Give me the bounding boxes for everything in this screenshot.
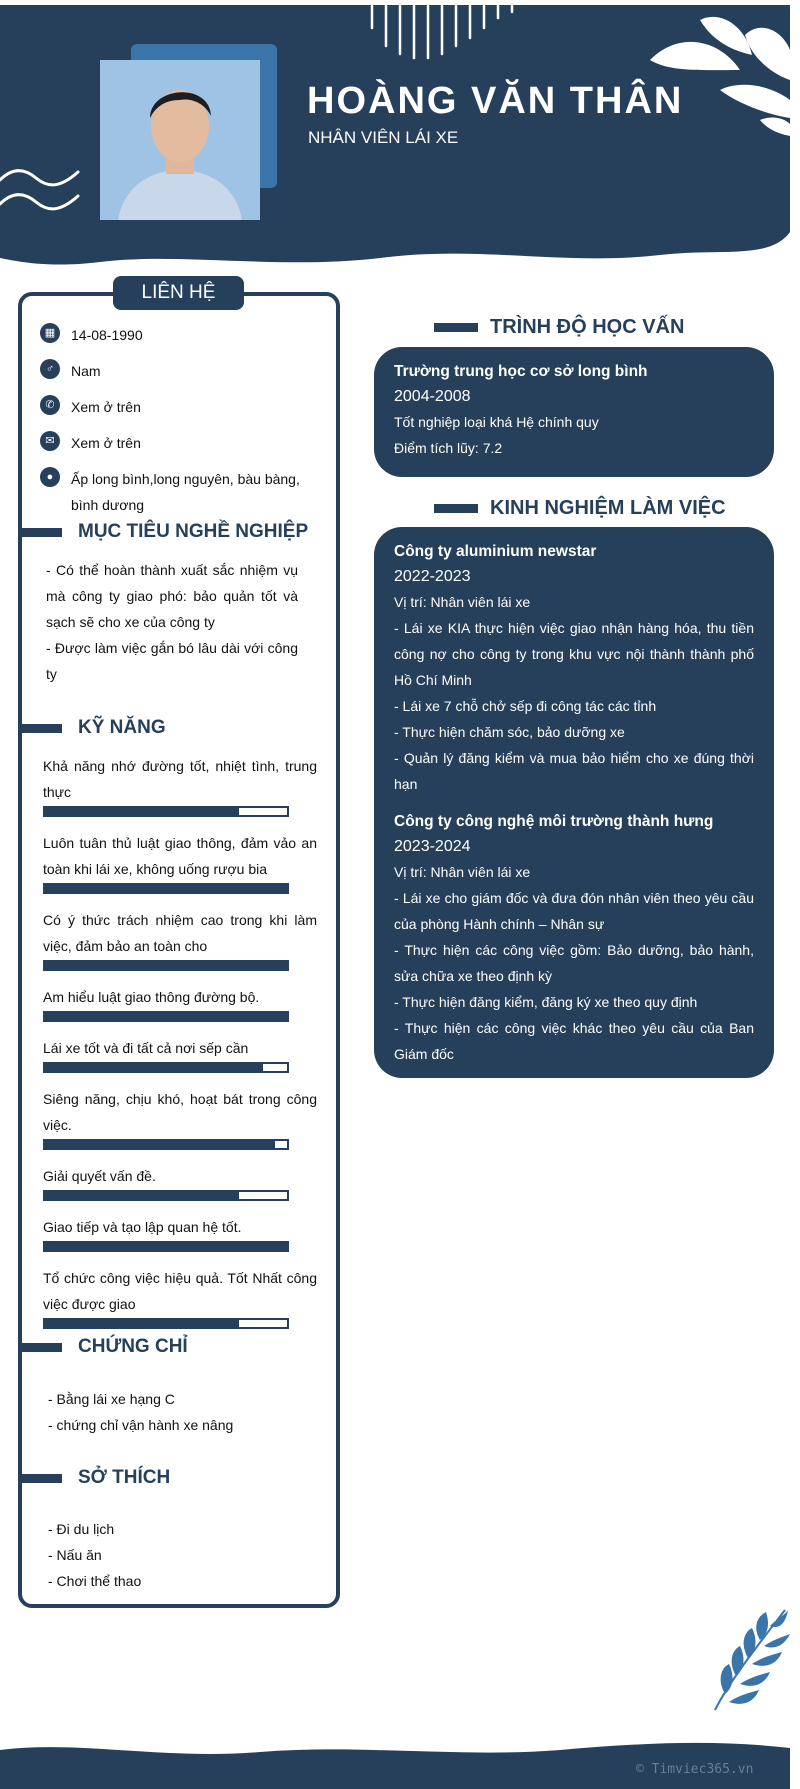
gender-text: Nam (71, 363, 101, 379)
heading-bar (18, 1474, 62, 1483)
education-heading (434, 316, 684, 339)
skill-level-fill (45, 1141, 275, 1148)
email-icon: ✉ (40, 431, 60, 451)
skill-item (43, 1086, 317, 1150)
profile-photo (100, 60, 260, 220)
contact-birthday (40, 322, 310, 348)
skill-level-fill (45, 1320, 239, 1327)
skill-level-bar (43, 883, 289, 894)
school-name: Trường trung học cơ sở long bình (394, 363, 648, 380)
education-period: 2004-2008 (394, 388, 471, 405)
contact-heading: LIÊN HỆ (113, 276, 244, 310)
certificates-heading (18, 1336, 188, 1358)
hobbies-heading (18, 1467, 170, 1489)
heading-bar (18, 1343, 62, 1352)
heading-bar (18, 724, 62, 733)
education-title: TRÌNH ĐỘ HỌC VẤN (490, 316, 685, 338)
leaf-branch-icon (715, 1610, 790, 1710)
skills-title: KỸ NĂNG (78, 717, 166, 738)
certificate-item: - chứng chỉ vận hành xe nâng (48, 1417, 234, 1433)
heading-bar (18, 528, 62, 537)
objective-line: - Được làm việc gắn bó lâu dài với công ty (46, 640, 298, 682)
skill-level-fill (45, 808, 239, 815)
job-period: 2022-2023 (394, 568, 471, 585)
certificates-list (48, 1386, 308, 1438)
candidate-name: HOÀNG VĂN THÂN (307, 80, 684, 122)
skill-label: Khả năng nhớ đường tốt, nhiệt tình, trung thực (43, 758, 317, 800)
skill-level-fill (45, 1013, 287, 1020)
job-line: Vị trí: Nhân viên lái xe (394, 594, 531, 610)
phone-text: Xem ở trên (71, 399, 141, 415)
footer-background (0, 1600, 790, 1789)
contact-list (40, 322, 310, 528)
experience-title: KINH NGHIỆM LÀM VIỆC (490, 497, 726, 519)
skill-item (43, 1265, 317, 1329)
skill-level-bar (43, 1318, 289, 1329)
skill-level-fill (45, 1243, 287, 1250)
skill-label: Am hiểu luật giao thông đường bộ. (43, 989, 260, 1005)
contact-gender (40, 358, 310, 384)
header-banner (0, 0, 790, 270)
calendar-icon: ▦ (40, 323, 60, 343)
education-line: Điểm tích lũy: 7.2 (394, 440, 503, 456)
skill-item (43, 984, 317, 1022)
skill-label: Luôn tuân thủ luật giao thông, đảm vảo an toàn khi lái xe, không uống rượu bia (43, 835, 317, 877)
job-line: - Lái xe 7 chỗ chở sếp đi công tác các tỉnh (394, 698, 657, 714)
skill-item (43, 830, 317, 894)
skill-label: Giải quyết vấn đề. (43, 1168, 156, 1184)
job-line: - Thực hiện các công việc khác theo yêu cầu của Ban Giám đốc (394, 1020, 754, 1062)
skill-level-fill (45, 962, 287, 969)
job-period: 2023-2024 (394, 838, 471, 855)
birthday-text: 14-08-1990 (71, 327, 143, 343)
location-icon: ● (40, 467, 60, 487)
certificates-title: CHỨNG CHỈ (78, 1336, 188, 1357)
skill-level-fill (45, 885, 287, 892)
contact-address (40, 466, 310, 518)
company-name: Công ty công nghệ môi trường thành hưng (394, 813, 714, 830)
certificate-item: - Bằng lái xe hạng C (48, 1391, 175, 1407)
objective-text (46, 557, 298, 687)
skill-level-fill (45, 1192, 239, 1199)
job-line: - Thực hiện các công việc gồm: Bảo dưỡng, bảo hành, sửa chữa xe theo định kỳ (394, 942, 754, 984)
company-name: Công ty aluminium newstar (394, 543, 597, 560)
job-line: Vị trí: Nhân viên lái xe (394, 864, 531, 880)
job-line: - Thực hiện chăm sóc, bảo dưỡng xe (394, 724, 625, 740)
gender-icon: ♂ (40, 359, 60, 379)
hobbies-list (48, 1516, 308, 1594)
heading-bar (434, 504, 478, 513)
address-text: Ấp long bình,long nguyên, bàu bàng, bình dương (71, 471, 300, 513)
email-text: Xem ở trên (71, 435, 141, 451)
job-line: - Lái xe KIA thực hiện việc giao nhận hàng hóa, thu tiền công nợ cho công ty trong khu vực nội thành thành phố Hồ Chí Minh (394, 620, 754, 688)
objective-line: - Có thể hoàn thành xuất sắc nhiệm vụ mà công ty giao phó: bảo quản tốt và sạch sẽ cho xe của công ty (46, 562, 298, 630)
skill-level-bar (43, 1190, 289, 1201)
skill-level-bar (43, 1011, 289, 1022)
skill-level-bar (43, 1062, 289, 1073)
heading-bar (434, 323, 478, 332)
skill-item (43, 1035, 317, 1073)
objective-heading (18, 521, 308, 543)
skill-label: Giao tiếp và tạo lập quan hệ tốt. (43, 1219, 242, 1235)
job-title: NHÂN VIÊN LÁI XE (308, 128, 459, 147)
skill-item (43, 1163, 317, 1201)
job-entry (394, 539, 754, 797)
hobbies-title: SỞ THÍCH (78, 1467, 171, 1488)
skill-label: Có ý thức trách nhiệm cao trong khi làm việc, đảm bảo an toàn cho (43, 912, 317, 954)
experience-card (374, 527, 774, 1078)
skill-level-bar (43, 1139, 289, 1150)
education-line: Tốt nghiệp loại khá Hệ chính quy (394, 414, 599, 430)
job-line: - Lái xe cho giám đốc và đưa đón nhân viên theo yêu cầu của phòng Hành chính – Nhân sự (394, 890, 754, 932)
skills-list (43, 753, 317, 1342)
footer-credit: © Timviec365.vn (636, 1762, 754, 1777)
skill-level-bar (43, 960, 289, 971)
phone-icon: ✆ (40, 395, 60, 415)
contact-email (40, 430, 310, 456)
skill-level-bar (43, 1241, 289, 1252)
skill-item (43, 753, 317, 817)
education-card (374, 347, 774, 477)
job-entry (394, 809, 754, 1067)
skill-item (43, 907, 317, 971)
skills-heading (18, 717, 166, 739)
spacer (394, 797, 754, 809)
contact-phone (40, 394, 310, 420)
job-line: - Quản lý đăng kiểm và mua bảo hiểm cho xe đúng thời hạn (394, 750, 754, 792)
footer-banner (0, 1600, 790, 1789)
hobby-item: - Nấu ăn (48, 1547, 102, 1563)
skill-label: Siêng năng, chịu khó, hoạt bát trong công việc. (43, 1091, 317, 1133)
objective-title: MỤC TIÊU NGHỀ NGHIỆP (78, 521, 309, 542)
skill-label: Tổ chức công việc hiệu quả. Tốt Nhất công việc được giao (43, 1270, 317, 1312)
skill-level-fill (45, 1064, 263, 1071)
skill-level-bar (43, 806, 289, 817)
skill-item (43, 1214, 317, 1252)
experience-heading (434, 497, 726, 520)
job-line: - Thực hiện đăng kiểm, đăng ký xe theo quy định (394, 994, 698, 1010)
hobby-item: - Chơi thể thao (48, 1573, 142, 1589)
skill-label: Lái xe tốt và đi tất cả nơi sếp cần (43, 1040, 249, 1056)
avatar (100, 60, 260, 220)
hobby-item: - Đi du lịch (48, 1521, 115, 1537)
